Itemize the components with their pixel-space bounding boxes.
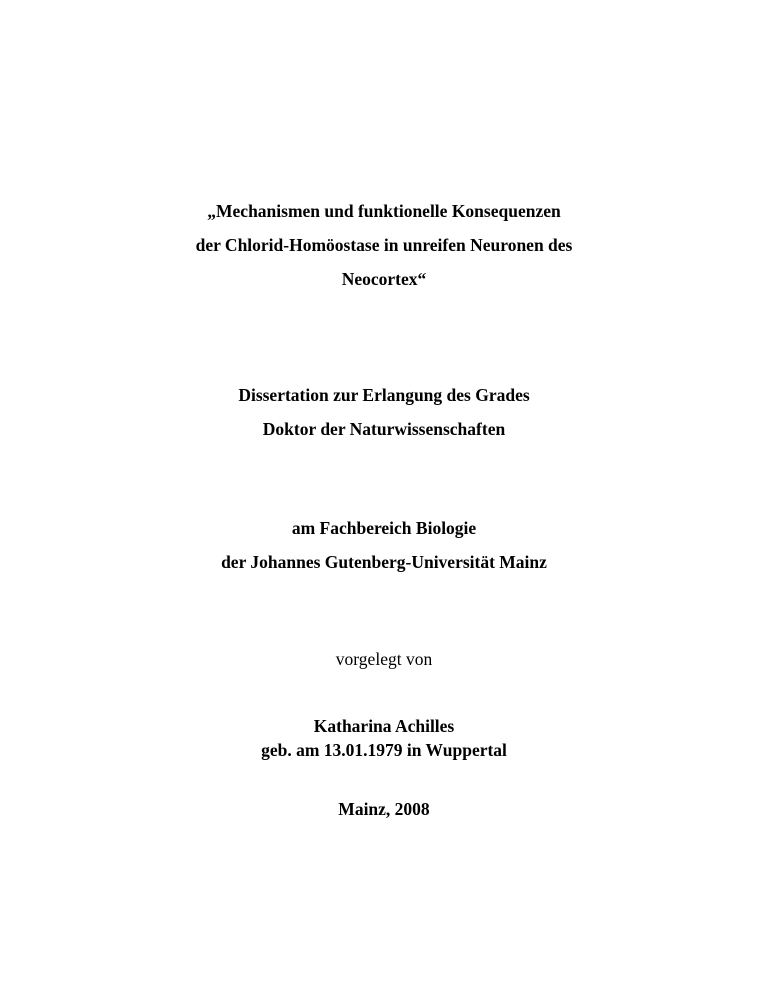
submitted-by: vorgelegt von bbox=[335, 649, 433, 669]
author-name: Katharina Achilles bbox=[313, 716, 455, 736]
dissertation-line-1: Dissertation zur Erlangung des Grades bbox=[238, 385, 530, 405]
author-birth: geb. am 13.01.1979 in Wuppertal bbox=[261, 740, 507, 760]
thesis-title-line-3: Neocortex“ bbox=[341, 269, 427, 289]
faculty-line-1: am Fachbereich Biologie bbox=[291, 518, 477, 538]
faculty-line-2: der Johannes Gutenberg-Universität Mainz bbox=[221, 552, 547, 572]
thesis-title-line-1: „Mechanismen und funktionelle Konsequenzen bbox=[207, 201, 561, 221]
thesis-title-line-2: der Chlorid-Homöostase in unreifen Neuronen des bbox=[195, 235, 573, 255]
place-date: Mainz, 2008 bbox=[338, 799, 430, 819]
dissertation-line-2: Doktor der Naturwissenschaften bbox=[262, 419, 506, 439]
